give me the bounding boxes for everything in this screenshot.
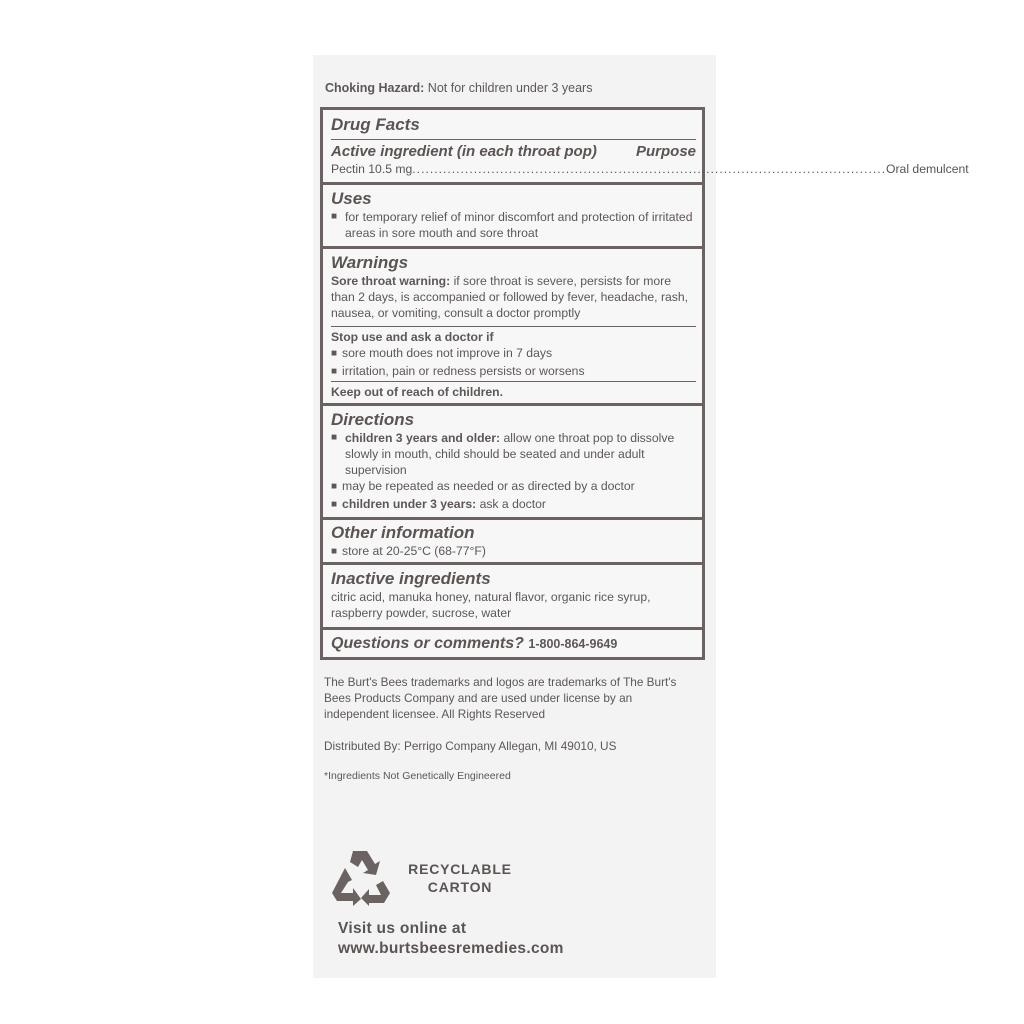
stop-use-item: ■ irritation, pain or redness persists or worsens — [331, 363, 696, 381]
divider — [331, 326, 696, 327]
inactive-section — [323, 569, 702, 621]
divider — [331, 381, 696, 382]
active-ingredient-row: Pectin 10.5 mg ............................................................................................................ Oral demulcent — [331, 162, 969, 176]
directions-item-label: children 3 years and older: — [345, 431, 501, 445]
other-info-section — [323, 523, 702, 561]
choking-hazard-label: Choking Hazard: — [325, 81, 425, 95]
stop-use-section — [323, 329, 702, 381]
other-info-item: ■ store at 20-25°C (68-77°F) — [331, 543, 696, 561]
directions-item-label: children under 3 years: — [342, 497, 477, 511]
uses-item-text: for temporary relief of minor discomfort and protection of irritated areas in sore mouth and sore throat — [345, 210, 693, 240]
visit-line: Visit us online at — [338, 920, 467, 937]
visit-online — [338, 919, 564, 959]
recyclable-line1: RECYCLABLE — [408, 861, 512, 877]
gmo-note: *Ingredients Not Genetically Engineered — [324, 770, 511, 782]
recyclable-line2: CARTON — [427, 879, 493, 895]
divider — [331, 139, 696, 140]
directions-item: ■ may be repeated as needed or as directed by a doctor — [331, 478, 696, 496]
uses-heading: Uses — [331, 189, 372, 208]
stop-use-item: ■ sore mouth does not improve in 7 days — [331, 345, 696, 363]
uses-section — [323, 189, 702, 241]
choking-hazard-text: Not for children under 3 years — [427, 81, 593, 95]
recycle-icon — [331, 848, 391, 906]
active-ingredient-section — [323, 143, 969, 177]
recyclable-carton-label — [395, 860, 525, 896]
website-url: www.burtsbeesremedies.com — [338, 940, 564, 957]
carton-panel — [313, 55, 969, 978]
sore-throat-label: Sore throat warning: — [331, 274, 451, 288]
active-ingredient-heading: Active ingredient (in each throat pop) — [331, 143, 597, 160]
section-divider — [323, 246, 702, 249]
section-divider — [323, 627, 702, 630]
warnings-heading: Warnings — [331, 253, 409, 272]
sore-throat-text: if sore throat is severe, persists for more than 2 days, is accompanied or followed by fever, headache, rash, nausea, or vomiting, consult a doctor promptly — [331, 274, 689, 320]
section-divider — [323, 182, 702, 185]
section-divider — [323, 403, 702, 406]
active-ingredient-heading-row — [331, 143, 696, 161]
section-divider — [323, 562, 702, 565]
drug-facts-title: Drug Facts — [331, 115, 420, 134]
purpose-heading: Purpose — [635, 143, 696, 160]
other-info-heading: Other information — [331, 523, 475, 542]
inactive-text: citric acid, manuka honey, natural flavor, organic rice syrup, raspberry powder, sucrose, water — [331, 590, 651, 620]
drug-facts-panel — [320, 107, 969, 660]
directions-item-text: ask a doctor — [479, 497, 546, 511]
drug-facts-header — [323, 115, 702, 135]
questions-phone: 1-800-864-9649 — [528, 637, 618, 651]
directions-item: ■ children 3 years and older: allow one throat pop to dissolve slowly in mouth, child should be seated and under adult supervision — [331, 431, 675, 477]
questions-heading: Questions or comments? — [331, 635, 524, 652]
ingredient-name: Pectin 10.5 mg — [331, 162, 413, 176]
warnings-section — [323, 253, 702, 321]
directions-item: ■ children under 3 years: ask a doctor — [331, 497, 546, 511]
stop-use-heading: Stop use and ask a doctor if — [331, 330, 494, 344]
directions-heading: Directions — [331, 410, 415, 429]
section-divider — [323, 517, 702, 520]
keep-out-text: Keep out of reach of children. — [331, 385, 503, 399]
keep-out-section — [323, 384, 702, 400]
directions-item-text: allow one throat pop to dissolve slowly in mouth, child should be seated and under adult supervision — [345, 431, 675, 477]
inactive-heading: Inactive ingredients — [331, 569, 491, 588]
sore-throat-warning — [331, 273, 696, 321]
choking-hazard — [325, 81, 592, 95]
distributed-by: Distributed By: Perrigo Company Allegan, MI 49010, US — [324, 739, 617, 753]
directions-section — [323, 410, 702, 514]
ingredient-purpose: Oral demulcent — [886, 162, 969, 176]
uses-item: ■ for temporary relief of minor discomfort and protection of irritated areas in sore mouth and sore throat — [331, 210, 693, 240]
trademark-notice: The Burt's Bees trademarks and logos are trademarks of The Burt's Bees Products Company and are used under license by an independent licensee. All Rights Reserved — [324, 675, 677, 721]
questions-section — [323, 634, 702, 654]
